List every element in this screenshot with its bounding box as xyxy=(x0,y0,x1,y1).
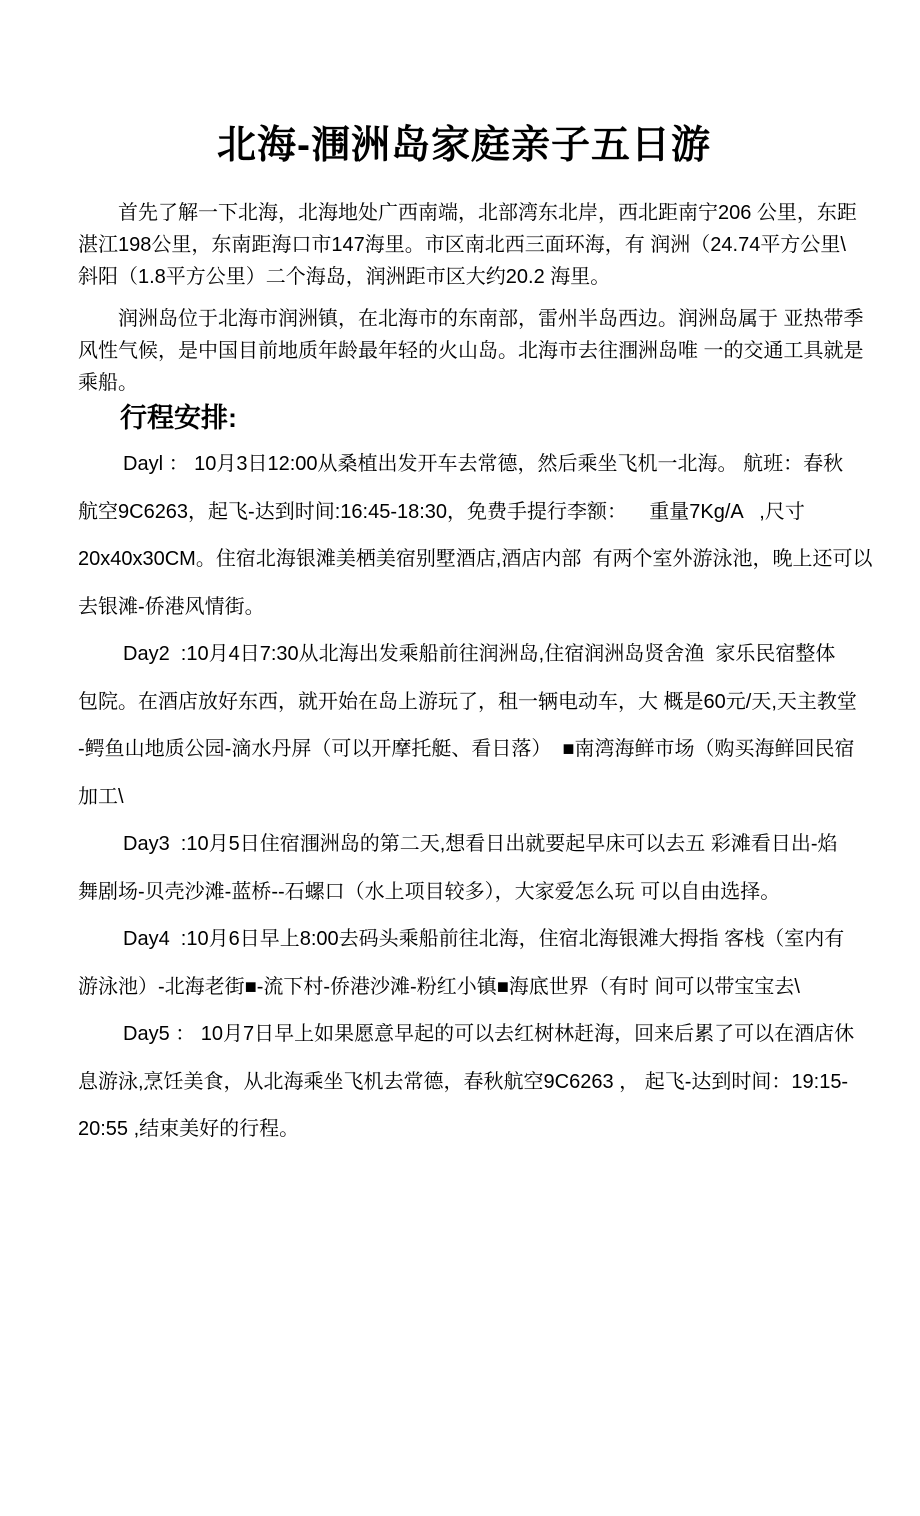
text-line: 包院。在酒店放好东西，就开始在岛上游玩了，租一辆电动车，大 概是60元/天,天主教堂 xyxy=(78,690,857,713)
text-line: Dayl ： 10月3日12:00从桑植出发开车去常德，然后乘坐飞机一北海。 航班：春秋 xyxy=(123,453,844,475)
text-line: 润洲岛位于北海市润洲镇，在北海市的东南部，雷州半岛西边。润洲岛属于 亚热带季 xyxy=(118,308,864,330)
text-line: 斜阳（1.8平方公里）二个海岛，润洲距市区大约20.2 海里。 xyxy=(78,266,611,288)
text-line: 去银滩-侨港风情街。 xyxy=(78,595,265,618)
document-content xyxy=(0,121,920,1154)
itinerary-section xyxy=(78,441,873,1154)
text-line: 舞剧场-贝壳沙滩-蓝桥--石螺口（水上项目较多），大家爱怎么玩 可以自由选择。 xyxy=(78,880,781,903)
text-line: -鳄鱼山地质公园-滴水丹屏（可以开摩托艇、看日落） ■南湾海鲜市场（购买海鲜回民宿 xyxy=(78,738,855,760)
itinerary-heading: 行程安排: xyxy=(120,403,237,433)
intro-paragraph-2 xyxy=(78,303,864,399)
text-line: 风性气候，是中国目前地质年龄最年轻的火山岛。北海市去往涠洲岛唯 一的交通工具就是 xyxy=(78,340,864,362)
day3-paragraph xyxy=(78,821,850,916)
text-line: 加工\ xyxy=(78,785,124,808)
text-line: 游泳池）-北海老街■-流下村-侨港沙滩-粉红小镇■海底世界（有时 间可以带宝宝去\ xyxy=(78,975,800,998)
text-line: 息游泳,烹饪美食，从北海乘坐飞机去常德，春秋航空9C6263 ， 起飞-达到时间：19:15- xyxy=(78,1070,849,1093)
text-line: Day4 :10月6日早上8:00去码头乘船前往北海，住宿北海银滩大拇指 客栈（室内有 xyxy=(123,928,845,950)
text-line: 乘船。 xyxy=(78,372,138,394)
document-title: 北海-涠洲岛家庭亲子五日游 xyxy=(217,124,711,167)
day4-paragraph xyxy=(78,916,850,1011)
text-line: Day5 ： 10月7日早上如果愿意早起的可以去红树林赶海，回来后累了可以在酒店休 xyxy=(123,1023,855,1045)
intro-paragraph-1 xyxy=(78,197,857,293)
text-line: 湛江198公里，东南距海口市147海里。市区南北西三面环海，有 润洲（24.74平方公里\ xyxy=(78,234,846,256)
day2-paragraph xyxy=(78,631,857,821)
text-line: 20x40x30CM。住宿北海银滩美栖美宿别墅酒店,酒店内部 有两个室外游泳池，晚上还可以 xyxy=(78,548,873,570)
text-line: 航空9C6263，起飞-达到时间:16:45-18:30，免费手提行李额： 重量7Kg/A ,尺寸 xyxy=(78,500,805,523)
day1-paragraph xyxy=(78,441,873,631)
text-line: 20:55 ,结束美好的行程。 xyxy=(78,1118,300,1140)
day5-paragraph xyxy=(78,1011,855,1154)
text-line: Day2 :10月4日7:30从北海出发乘船前往润洲岛,住宿润洲岛贤舍渔 家乐民宿整体 xyxy=(123,643,836,665)
text-line: Day3 :10月5日住宿涠洲岛的第二天,想看日出就要起早床可以去五 彩滩看日出-焰 xyxy=(123,833,838,855)
text-line: 首先了解一下北海，北海地处广西南端，北部湾东北岸，西北距南宁206 公里，东距 xyxy=(118,202,857,224)
